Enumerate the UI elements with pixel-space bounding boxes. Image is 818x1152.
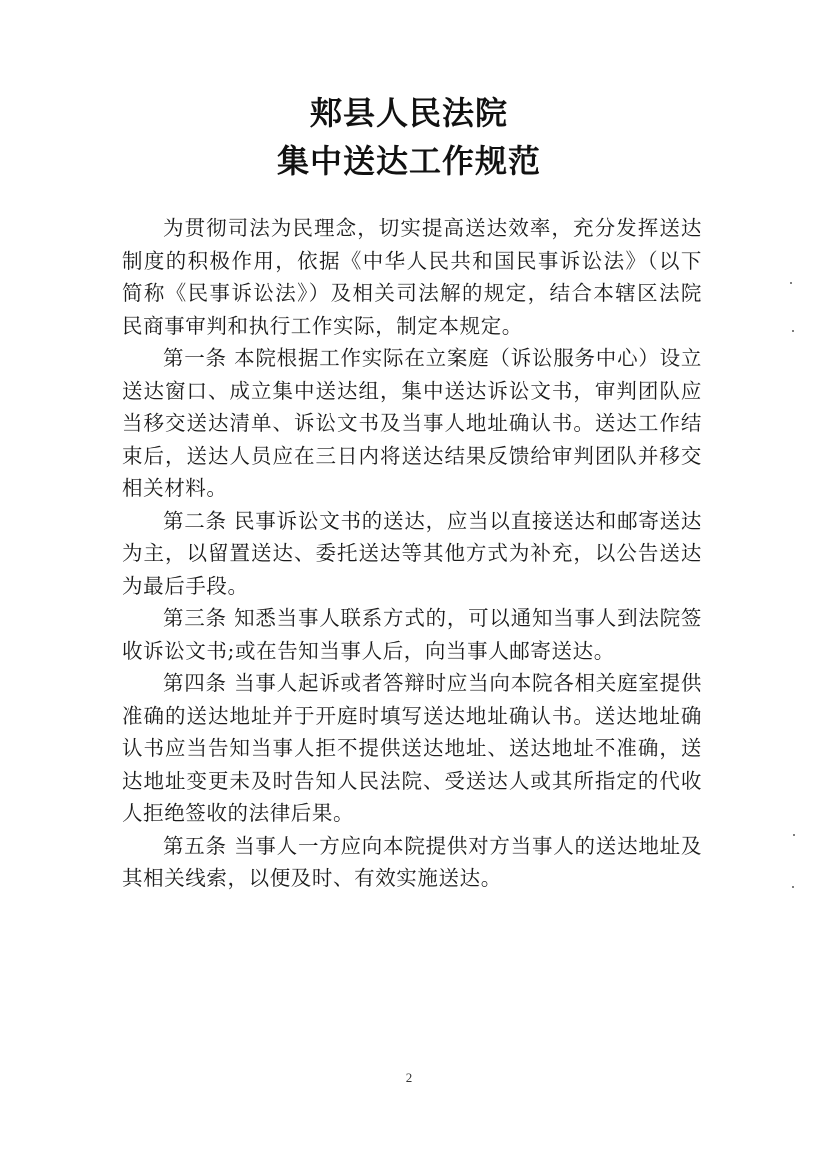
- document-title-regulation: 集中送达工作规范: [276, 142, 541, 180]
- paragraph-article-4: 第四条 当事人起诉或者答辩时应当向本院各相关庭室提供准确的送达地址并于开庭时填写送达地址确认书。送达地址确认书应当告知当事人拒不提供送达地址、送达地址不准确，送达地址变更未及时告知人民法院、受送达人或其所指定的代收人拒绝签收的法律后果。: [122, 671, 702, 825]
- scan-speck: [792, 886, 794, 888]
- paragraph-article-5: 第五条 当事人一方应向本院提供对方当事人的送达地址及其相关线索，以便及时、有效实施送达。: [122, 833, 702, 890]
- paragraph-article-1: 第一条 本院根据工作实际在立案庭（诉讼服务中心）设立送达窗口、成立集中送达组，集中送达诉讼文书，审判团队应当移交送达清单、诉讼文书及当事人地址确认书。送达工作结束后，送达人员应在三日内将送达结果反馈给审判团队并移交相关材料。: [122, 346, 702, 500]
- paragraph-article-2: 第二条 民事诉讼文书的送达，应当以直接送达和邮寄送达为主，以留置送达、委托送达等其他方式为补充，以公告送达为最后手段。: [122, 508, 702, 598]
- document-title-court: 郏县人民法院: [309, 94, 508, 132]
- scan-speck: [790, 282, 792, 284]
- scan-speck: [792, 330, 794, 332]
- page-number: 2: [405, 1070, 413, 1085]
- document-body: [122, 212, 702, 895]
- paragraph-preamble: 为贯彻司法为民理念，切实提高送达效率，充分发挥送达制度的积极作用，依据《中华人民共和国民事诉讼法》（以下简称《民事诉讼法》）及相关司法解的规定，结合本辖区法院民商事审判和执行工作实际，制定本规定。: [122, 216, 702, 338]
- paragraph-article-3: 第三条 知悉当事人联系方式的，可以通知当事人到法院签收诉讼文书;或在告知当事人后，向当事人邮寄送达。: [122, 606, 702, 663]
- scan-speck: [793, 834, 795, 836]
